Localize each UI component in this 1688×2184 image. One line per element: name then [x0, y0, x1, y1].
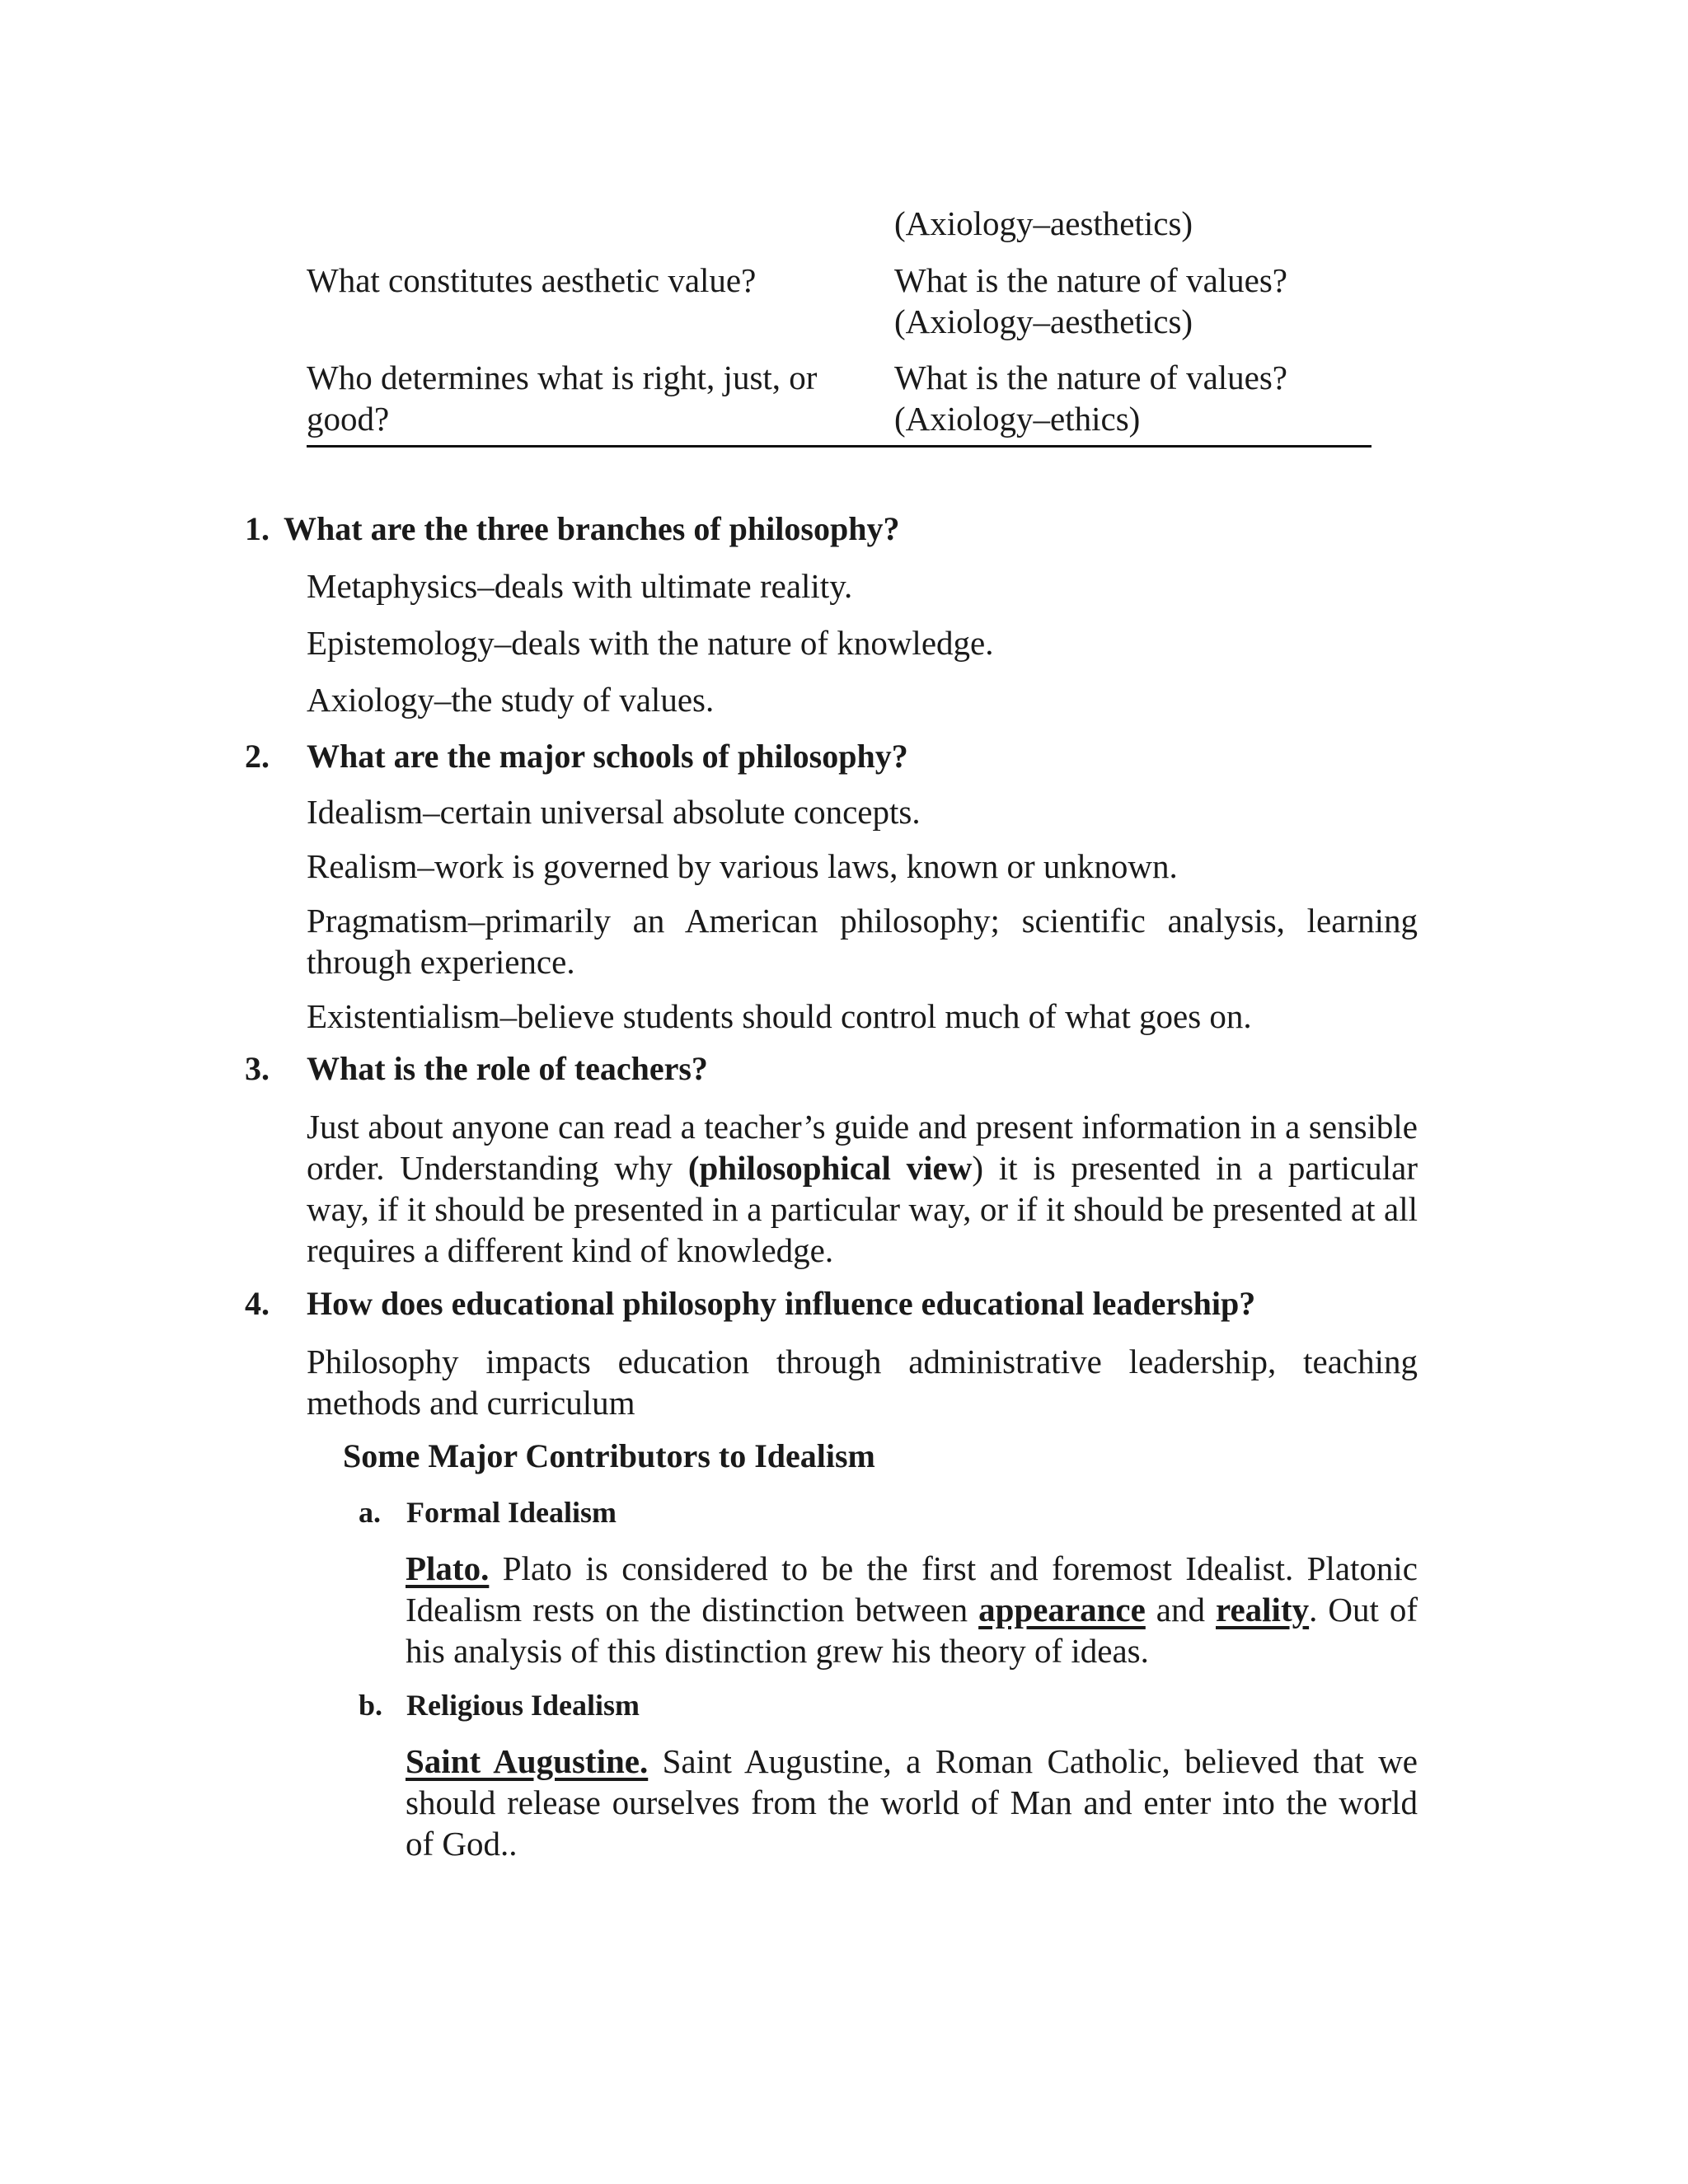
question-number: 1. — [245, 510, 270, 547]
question-number: 3. — [245, 1050, 270, 1087]
philosophy-questions-table — [307, 203, 1372, 448]
answer-paragraph: Pragmatism–primarily an American philosophy; scientific analysis, learning through experience. — [307, 902, 1418, 981]
answer-line: Epistemology–deals with the nature of knowledge. — [307, 624, 994, 662]
table-cell-answer: (Axiology–aesthetics) — [894, 204, 1193, 242]
subsection-letter: a. — [359, 1496, 381, 1529]
paragraph-text: and — [1145, 1591, 1217, 1629]
contributor-paragraph — [406, 1548, 1418, 1671]
table-row — [307, 357, 1372, 445]
paragraph-text: . Out of his analysis of this distinction grew his theory of ideas. — [406, 1591, 1418, 1670]
table-cell-answer — [894, 260, 1372, 357]
key-term: appearance — [978, 1591, 1146, 1629]
subsection-title: Religious Idealism — [406, 1689, 640, 1722]
subsection-heading — [359, 1493, 617, 1531]
contributor-name: Saint Augustine. — [406, 1742, 649, 1780]
question-number: 4. — [245, 1285, 270, 1322]
answer-line: (Axiology–aesthetics) — [894, 302, 1193, 340]
subsection-heading — [359, 1686, 640, 1724]
table-cell-question: Who determines what is right, just, or good? — [307, 359, 818, 438]
answer-paragraph: Philosophy impacts education through administrative leadership, teaching methods and curriculum — [307, 1343, 1418, 1422]
table-cell-answer — [894, 357, 1372, 445]
paragraph-text: Plato is considered to be the first and foremost Idealist. Platonic Idealism rests on the distinction between — [406, 1549, 1418, 1629]
answer-paragraph — [307, 1106, 1418, 1271]
question-text: What is the role of teachers? — [307, 1050, 708, 1087]
table-row — [307, 203, 1372, 260]
question-text: What are the three branches of philosophy? — [284, 510, 900, 547]
contributors-heading: Some Major Contributors to Idealism — [343, 1437, 875, 1474]
table-row — [307, 260, 1372, 357]
answer-line: Axiology–the study of values. — [307, 681, 715, 719]
key-term: reality — [1216, 1591, 1310, 1629]
contributor-name: Plato. — [406, 1549, 490, 1587]
answer-line: What is the nature of values? — [894, 359, 1288, 396]
paragraph-text: Saint Augustine, a Roman Catholic, believed that we should release ourselves from the world of Man and enter into the world of God.. — [406, 1742, 1418, 1863]
question-text: What are the major schools of philosophy? — [307, 738, 908, 775]
answer-line: (Axiology–ethics) — [894, 400, 1141, 438]
question-number: 2. — [245, 738, 270, 775]
answer-line: What is the nature of values? — [894, 261, 1288, 299]
emphasis-text: (philosophical view — [687, 1149, 973, 1187]
table-cell-question: What constitutes aesthetic value? — [307, 261, 757, 299]
answer-line: Realism–work is governed by various laws, known or unknown. — [307, 847, 1178, 885]
answer-line: Existentialism–believe students should control much of what goes on. — [307, 997, 1252, 1035]
subsection-letter: b. — [359, 1689, 383, 1722]
answer-line: Metaphysics–deals with ultimate reality. — [307, 567, 853, 605]
table-cell-question — [307, 203, 894, 260]
answer-text: ) it is presented in a particular way, if it should be presented in a particular way, or if it should be presented at all requires a different kind of knowledge. — [307, 1149, 1418, 1269]
subsection-title: Formal Idealism — [406, 1496, 617, 1529]
answer-text: Just about anyone can read a teacher’s guide and present information in a sensible order. Understanding why — [307, 1108, 1418, 1187]
contributor-paragraph — [406, 1741, 1418, 1864]
question-text: How does educational philosophy influence educational leadership? — [307, 1285, 1256, 1322]
answer-line: Idealism–certain universal absolute concepts. — [307, 793, 921, 831]
